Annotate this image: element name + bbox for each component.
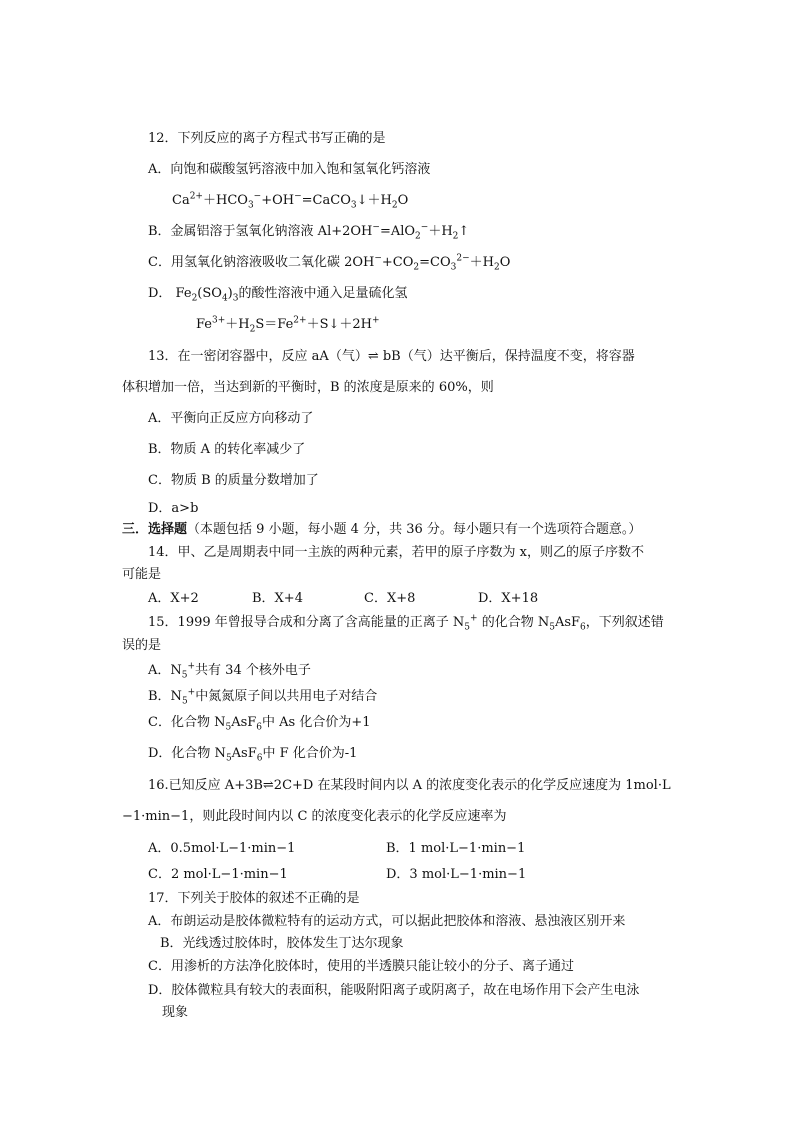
- q13-option-a: A．平衡向正反应方向移动了: [148, 411, 314, 426]
- q17-stem: 17．下列关于胶体的叙述不正确的是: [148, 891, 360, 906]
- q12-option-d: D． $Fe_2(SO_4)_3$的酸性溶液中通入足量硫化氢: [148, 286, 408, 304]
- q12-option-a-equation: $Ca^{2+}+HCO_3^-+OH^-=CaCO_3↓+H_2O$: [172, 191, 409, 211]
- q16-option-b: B．1 mol·L−1·min−1: [386, 841, 526, 856]
- q13-stem-line1: 13．在一密闭容器中，反应 aA（气）⇌ bB（气）达平衡后，保持温度不变，将容器: [148, 349, 635, 364]
- q17-option-a: A．布朗运动是胶体微粒特有的运动方式，可以据此把胶体和溶液、悬浊液区别开来: [148, 914, 626, 929]
- q16-stem-line1: 16.已知反应 A+3B⇌2C+D 在某段时间内以 A 的浓度变化表示的化学反应速度为 1mol·L: [148, 778, 671, 793]
- q15-option-d: D．化合物 $N_5AsF_6$中 F 化合价为-1: [148, 746, 358, 764]
- q12-option-b: B．金属铝溶于氢氧化钠溶液 $Al+2OH^-=AlO_2^-+H_2↑$: [148, 222, 470, 242]
- q14-stem-line2: 可能是: [122, 567, 162, 582]
- q14-option-d: D．X+18: [478, 591, 539, 606]
- q16-stem-line2: −1·min−1，则此段时间内以 C 的浓度变化表示的化学反应速率为: [122, 809, 507, 824]
- q13-option-d: D．a>b: [148, 501, 199, 516]
- q17-option-b: B．光线透过胶体时，胶体发生丁达尔现象: [160, 936, 404, 951]
- section-3-description: （本题包括 9 小题，每小题 4 分，共 36 分。每小题只有一个选项符合题意。）: [187, 522, 642, 537]
- q12-option-d-equation: $Fe^{3+}+H_2S=Fe^{2+}+S↓+2H^+$: [196, 315, 380, 335]
- q14-stem-line1: 14．甲、乙是周期表中同一主族的两种元素，若甲的原子序数为 x，则乙的原子序数不: [148, 545, 645, 560]
- q17-option-d-line1: D．胶体微粒具有较大的表面积，能吸附阳离子或阴离子，故在电场作用下会产生电泳: [148, 983, 640, 998]
- q15-stem-line1: 15．1999 年曾报导合成和分离了含高能量的正离子 $N_5^+$ 的化合物 $N_5AsF_6$，下列叙述错: [148, 613, 664, 633]
- q15-option-b: B．$N_5^+$中氮氮原子间以共用电子对结合: [148, 687, 378, 707]
- section-3-title: 三．选择题: [122, 522, 188, 537]
- q15-option-a: A．$N_5^+$共有 34 个核外电子: [148, 661, 311, 681]
- q16-option-c: C．2 mol·L−1·min−1: [148, 867, 288, 882]
- q14-option-c: C．X+8: [364, 591, 416, 606]
- q17-option-c: C．用渗析的方法净化胶体时，使用的半透膜只能让较小的分子、离子通过: [148, 959, 574, 974]
- q12-option-c: C．用氢氧化钠溶液吸收二氧化碳 $2OH^-+CO_2=CO_3^{2-}+H_2O$: [148, 253, 511, 273]
- q12-stem: 12．下列反应的离子方程式书写正确的是: [148, 131, 386, 146]
- q15-stem-line2: 误的是: [122, 638, 162, 653]
- q13-stem-line2: 体积增加一倍，当达到新的平衡时，B 的浓度是原来的 60%，则: [122, 380, 494, 395]
- q15-option-c: C．化合物 $N_5AsF_6$中 As 化合价为+1: [148, 715, 371, 733]
- q17-option-d-line2: 现象: [162, 1005, 189, 1020]
- q13-option-c: C．物质 B 的质量分数增加了: [148, 473, 319, 488]
- q16-option-a: A．0.5mol·L−1·min−1: [148, 841, 296, 856]
- q14-option-b: B．X+4: [252, 591, 303, 606]
- q13-option-b: B．物质 A 的转化率减少了: [148, 442, 306, 457]
- q14-option-a: A．X+2: [148, 591, 199, 606]
- q16-option-d: D．3 mol·L−1·min−1: [386, 867, 527, 882]
- section-3-heading: [122, 522, 641, 538]
- q12-option-a: A．向饱和碳酸氢钙溶液中加入饱和氢氧化钙溶液: [148, 162, 431, 177]
